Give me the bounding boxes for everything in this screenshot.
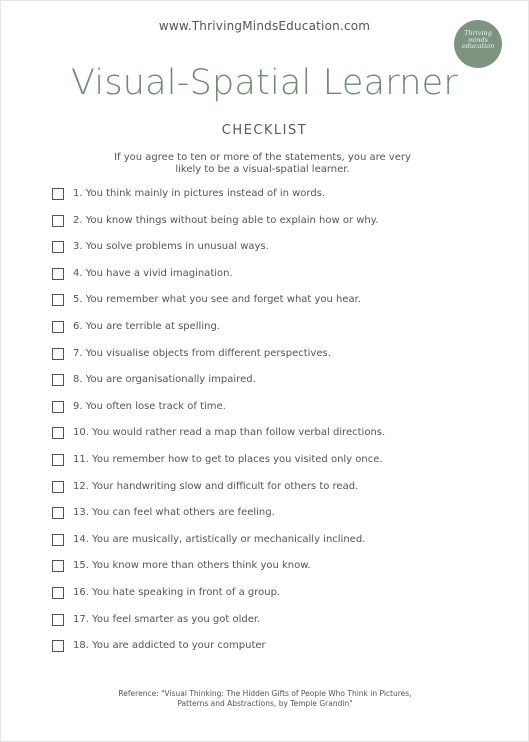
checklist-item (52, 320, 492, 347)
page-subtitle: CHECKLIST (221, 123, 308, 138)
checklist-item-text: 14. You are musically, artistically or mechanically inclined. (73, 533, 366, 545)
checkbox[interactable] (52, 507, 64, 519)
checklist-item-text: 17. You feel smarter as you got older. (73, 613, 261, 625)
checklist-item-text: 5. You remember what you see and forget what you hear. (73, 294, 362, 306)
checkbox[interactable] (52, 640, 64, 652)
checklist-item-text: 11. You remember how to get to places you visited only once. (73, 453, 383, 465)
checklist-item (52, 214, 492, 241)
checklist-item (52, 453, 492, 480)
checklist-item-text: 1. You think mainly in pictures instead of in words. (73, 188, 326, 199)
checklist-item-text: 6. You are terrible at spelling. (73, 320, 220, 332)
checkbox[interactable] (52, 321, 64, 333)
checklist-item (52, 347, 492, 374)
logo (454, 20, 502, 68)
checkbox[interactable] (52, 268, 64, 280)
checklist-item-text: 16. You hate speaking in front of a group. (73, 586, 281, 598)
intro-text: If you agree to ten or more of the statements, you are very likely to be a visual-spatial learner. (114, 152, 411, 175)
checklist-item (52, 187, 492, 214)
checklist-item-text: 13. You can feel what others are feeling. (73, 507, 275, 519)
checkbox[interactable] (52, 348, 64, 360)
checklist-item-text: 15. You know more than others think you know. (73, 560, 311, 572)
checklist-item-text: 7. You visualise objects from different perspectives. (73, 347, 331, 359)
checklist-item (52, 586, 492, 613)
checklist-item (52, 400, 492, 427)
checklist-item (52, 480, 492, 507)
website-url: www.ThrivingMindsEducation.com (158, 19, 371, 33)
checklist-item (52, 240, 492, 267)
reference-note: Reference: "Visual Thinking: The Hidden Gifts of People Who Think in Pictures, Patterns and Abstractions, by Temple Grandin" (118, 689, 412, 708)
checkbox[interactable] (52, 241, 64, 253)
checklist-item-text: 2. You know things without being able to explain how or why. (73, 214, 379, 226)
checklist-item-text: 12. Your handwriting slow and difficult for others to read. (73, 480, 359, 492)
checklist-item-text: 8. You are organisationally impaired. (73, 374, 256, 386)
checkbox[interactable] (52, 560, 64, 572)
checklist-item-text: 4. You have a vivid imagination. (73, 267, 233, 279)
checklist-item (52, 293, 492, 320)
checklist-item-text: 10. You would rather read a map than follow verbal directions. (73, 427, 386, 439)
checkbox[interactable] (52, 427, 64, 439)
checkbox[interactable] (52, 534, 64, 546)
logo-text: Thriving minds education (461, 29, 495, 50)
checkbox[interactable] (52, 374, 64, 386)
checklist-item (52, 533, 492, 560)
checklist-item-text: 18. You are addicted to your computer (73, 640, 266, 652)
checklist-item (52, 506, 492, 533)
checkbox[interactable] (52, 481, 64, 493)
checklist-item-text: 9. You often lose track of time. (73, 400, 226, 412)
checklist-item-text: 3. You solve problems in unusual ways. (73, 241, 269, 253)
page-title: Visual-Spatial Learner (71, 63, 458, 103)
checkbox[interactable] (52, 454, 64, 466)
checkbox[interactable] (52, 587, 64, 599)
checkbox[interactable] (52, 215, 64, 227)
checklist-item (52, 426, 492, 453)
checklist (52, 187, 492, 666)
checklist-item (52, 267, 492, 294)
checklist-item (52, 559, 492, 586)
checklist-item (52, 613, 492, 640)
checkbox[interactable] (52, 401, 64, 413)
checklist-item (52, 639, 492, 666)
checklist-item (52, 373, 492, 400)
checkbox[interactable] (52, 188, 64, 200)
checkbox[interactable] (52, 294, 64, 306)
checkbox[interactable] (52, 614, 64, 626)
